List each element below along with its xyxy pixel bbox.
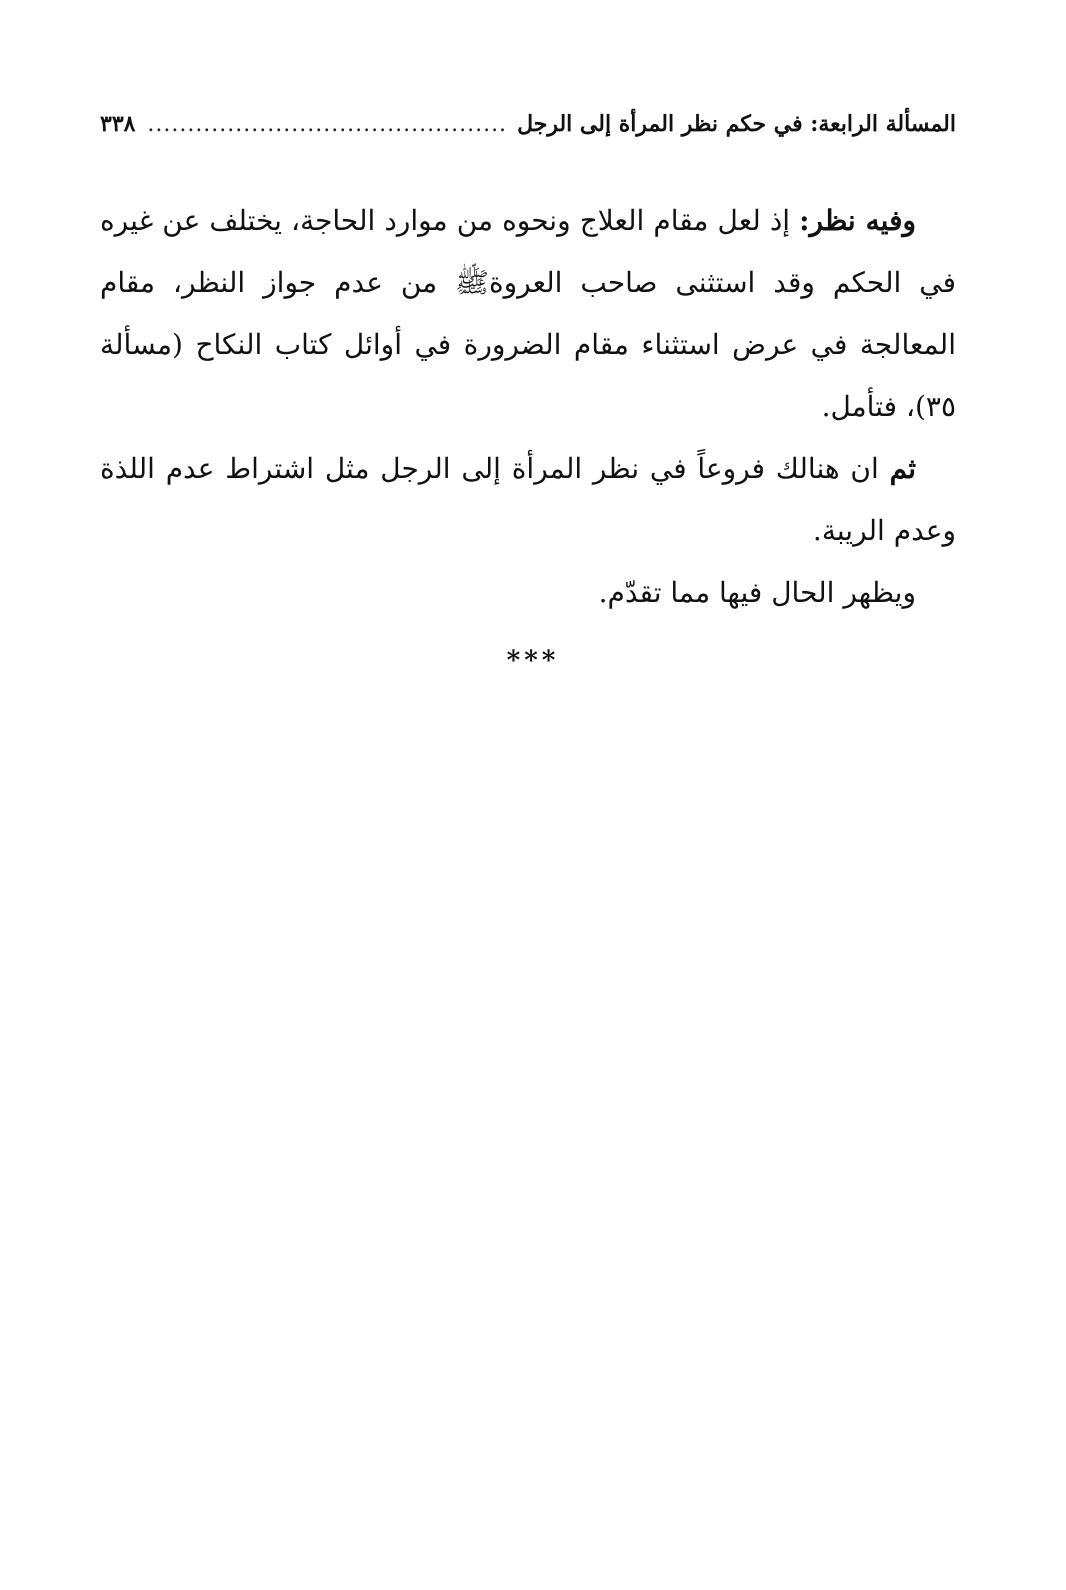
paragraph-1-lead: وفيه نظر: (799, 204, 916, 237)
paragraph-1 (100, 190, 956, 438)
page-number: ٣٣٨ (100, 111, 136, 137)
paragraph-1-text: إذ لعل مقام العلاج ونحوه من موارد الحاجة، يختلف عن غيره في الحكم وقد استثنى صاحب العروةﷺ من عدم جواز النظر، مقام المعالجة في عرض استثناء مقام الضرورة في أوائل كتاب النكاح (مسألة ٣٥)، فتأمل. (100, 204, 956, 423)
section-separator: *** (506, 646, 560, 676)
paragraph-3-text: ويظهر الحال فيها مما تقدّم. (598, 576, 916, 609)
body-text (100, 190, 956, 624)
paragraph-3 (100, 562, 956, 624)
running-header (100, 104, 956, 144)
leader-dots (145, 112, 507, 137)
paragraph-2-text: ان هنالك فروعاً في نظر المرأة إلى الرجل مثل اشتراط عدم اللذة وعدم الريبة. (100, 452, 956, 547)
chapter-title: المسألة الرابعة: في حكم نظر المرأة إلى الرجل (517, 111, 956, 137)
paragraph-2 (100, 438, 956, 562)
paragraph-2-lead: ثم (889, 452, 916, 485)
